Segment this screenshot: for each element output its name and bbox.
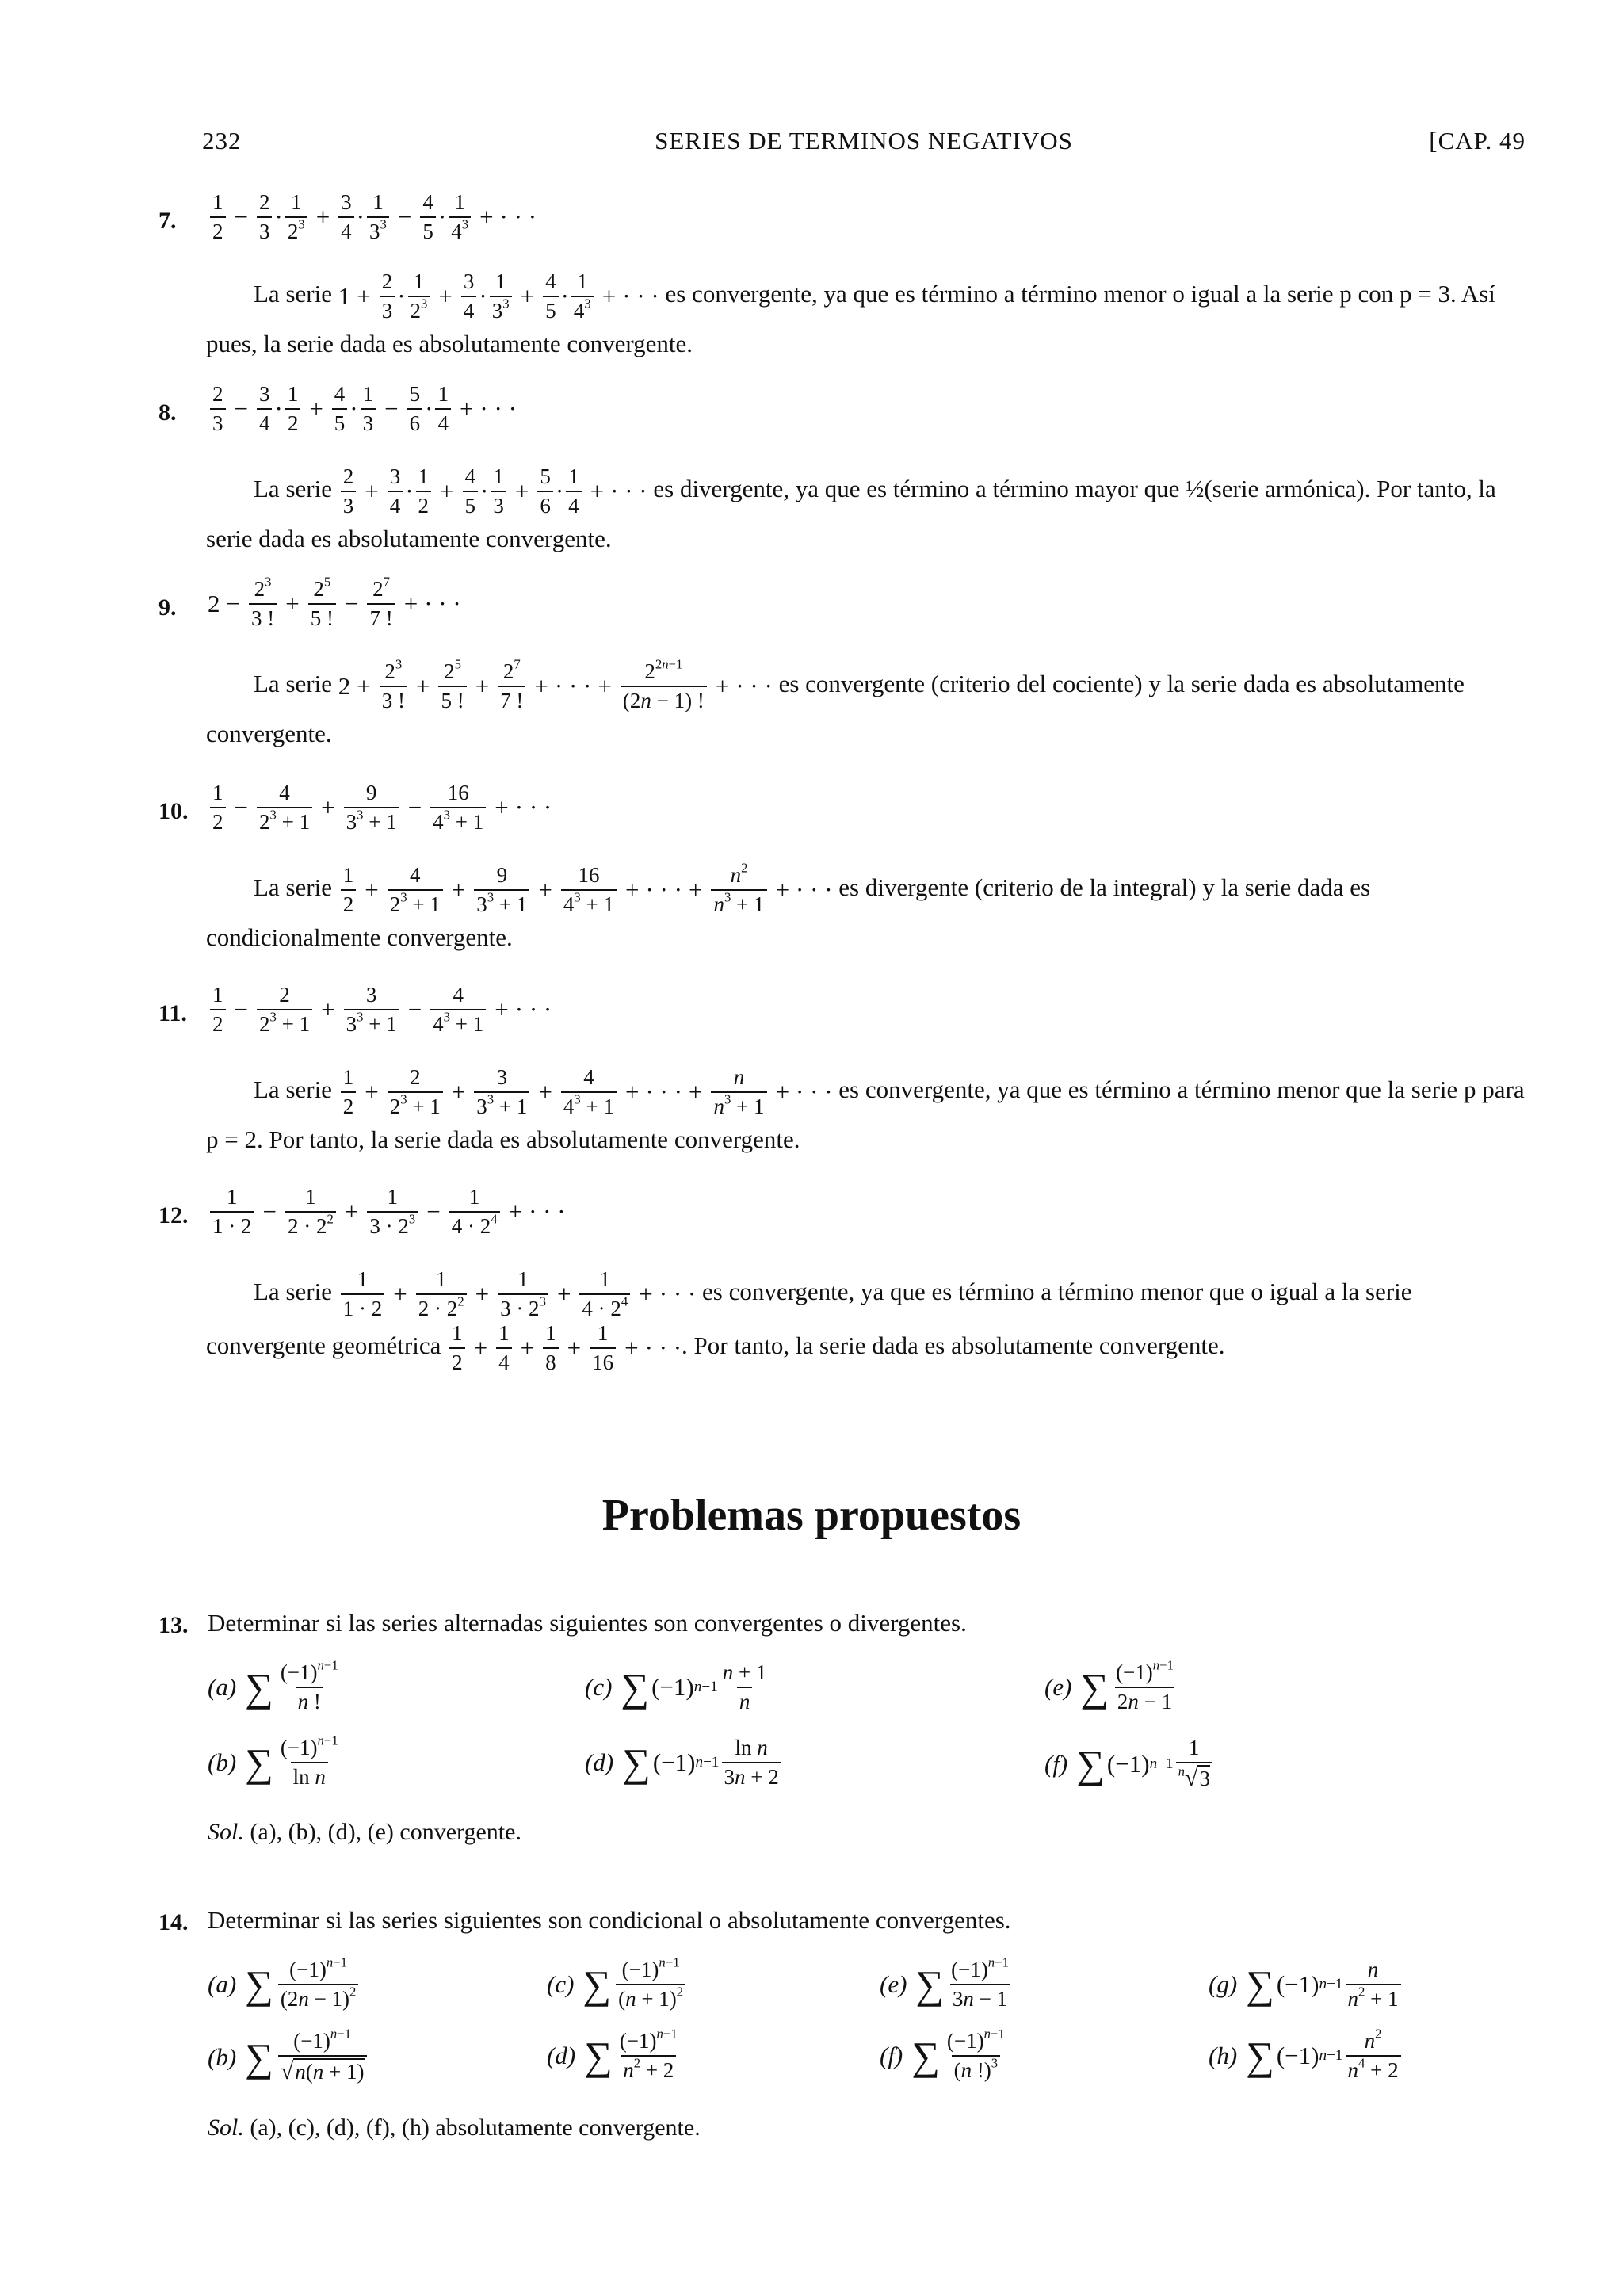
problem-statement: Determinar si las series siguientes son condicional o absolutamente convergentes. <box>208 1906 1011 1934</box>
series-14h: (h) ∑ (−1) n−1 $n^2$ $n^4 + 2$ <box>1209 2029 1403 2083</box>
problem-solution: La serie 2 + $\frac{2^3}{3 !}$ + $\frac{2^5}{5 !}$ + $\frac{2^7}{7 !}$ + · · · + $\frac{2^{2n-1}}{(2n - 1) !}$ + · · · es convergente (criterio del cociente) y la serie dada es absolutamente convergente. <box>206 656 1465 748</box>
problem-solution: La serie 1 + $\frac{2}{3}$ · 1 $2^3$ + $\frac{3}{4}$ · 1 $3^3$ + $\frac{4}{5}$ · 1 $4^3$ + · · · es convergente, ya que es término a término menor o igual a la serie p con p = 3. Así pues, la serie dada es absolutamente convergente. <box>206 269 1495 358</box>
series-14d: (d) ∑ $(-1)^{n-1}$ $n^2 + 2$ <box>547 2026 678 2083</box>
problem-number: 8. <box>158 399 177 426</box>
problem-series: 2 3 − $\frac{3}{4}$ · 1 2 + $\frac{4}{5}$ · 1 3 − $\frac{5}{6}$ · 1 4 + · · · <box>208 382 517 436</box>
problem-number: 11. <box>158 1000 187 1026</box>
series-13d: (d) ∑ (−1) n−1 ln n 3n + 2 <box>585 1736 784 1790</box>
series-13b: (b) ∑ $(-1)^{n-1}$ ln n <box>208 1733 338 1790</box>
problem-solution: La serie 1 2 + $\frac{4}{2^3 + 1}$ + $\frac{9}{3^3 + 1}$ + $\frac{16}{4^3 + 1}$ + · · · + $\frac{n^2}{n^3 + 1}$ + · · · es divergente (criterio de la integral) y la serie dada es condicionalmente convergente. <box>206 860 1371 952</box>
problem-solution: La serie 1 2 + $\frac{2}{2^3 + 1}$ + $\frac{3}{3^3 + 1}$ + $\frac{4}{4^3 + 1}$ + · · · + $\frac{n}{n^3 + 1}$ + · · · es convergente, ya que es término a término menor que la serie p para p = 2. Por tanto, la serie dada es absolutamente convergente. <box>206 1065 1525 1154</box>
series-14e: (e) ∑ $(-1)^{n-1}$ 3n − 1 <box>880 1954 1009 2011</box>
section-title: Problemas propuestos <box>601 1491 1022 1540</box>
solution-14: Sol. (a), (c), (d), (f), (h) absolutamente convergente. <box>208 2115 701 2141</box>
series-14b: (b) ∑ $(-1)^{n-1}$ √n(n + 1) <box>208 2029 369 2086</box>
page-number: 232 <box>202 127 242 155</box>
series-13f: (f) ∑ (−1) n−1 1 $^n$√3 <box>1044 1736 1215 1793</box>
series-14f: (f) ∑ $(-1)^{n-1}$ (n !)$^3$ <box>880 2026 1005 2083</box>
solution-13: Sol. (a), (b), (d), (e) convergente. <box>208 1819 521 1845</box>
problem-number: 9. <box>158 594 177 621</box>
problem-statement: Determinar si las series alternadas siguientes son convergentes o divergentes. <box>208 1609 967 1637</box>
series-13a: (a) ∑ $(-1)^{n-1}$ n ! <box>208 1657 338 1714</box>
problem-number: 7. <box>158 208 177 234</box>
problem-series: 1 1 · 2 − $\frac{1}{2 \cdot 2^2}$ + $\frac{1}{3 \cdot 2^3}$ − $\frac{1}{4 \cdot 2^4}$ + · · · <box>208 1185 566 1239</box>
running-title: SERIES DE TERMINOS NEGATIVOS <box>655 127 1073 155</box>
problem-number: 14. <box>158 1909 189 1935</box>
page-header <box>202 127 1526 159</box>
problem-number: 12. <box>158 1202 189 1228</box>
series-14a: (a) ∑ $(-1)^{n-1}$ $(2n - 1)^2$ <box>208 1958 361 2011</box>
series-13c: (c) ∑ (−1) n−1 n + 1 n <box>585 1660 767 1714</box>
problem-number: 10. <box>158 798 189 824</box>
problem-series: 2 − $\frac{2^3}{3 !}$ + $\frac{2^5}{5 !}$ − $\frac{2^7}{7 !}$ + · · · <box>208 574 461 631</box>
problem-series: 1 2 − $\frac{2}{2^3 + 1}$ + $\frac{3}{3^3 + 1}$ − $\frac{4}{4^3 + 1}$ + · · · <box>208 983 552 1037</box>
series-14c: (c) ∑ $(-1)^{n-1}$ $(n + 1)^2$ <box>547 1958 688 2011</box>
chapter-label: [CAP. 49 <box>1429 127 1526 155</box>
series-13e: (e) ∑ $(-1)^{n-1}$ 2n − 1 <box>1044 1657 1174 1714</box>
problem-solution: La serie 2 3 + $\frac{3}{4}$ · 1 2 + $\frac{4}{5}$ · 1 3 + $\frac{5}{6}$ · 1 4 + · · · es divergente, ya que es término a término mayor que ½(serie armónica). Por tanto, la serie dada es absolutamente convergente. <box>206 464 1496 553</box>
problem-solution: La serie 1 1 · 2 + $\frac{1}{2 \cdot 2^2}$ + $\frac{1}{3 \cdot 2^3}$ + $\frac{1}{4 \cdot 2^4}$ + · · · es convergente, ya que es término a término menor que o igual a la serie convergente geométrica 1 2 + $\frac{1}{4}$ + $\frac{1}{8}$ + $\frac{1}{16}$ + · · ·. Por tanto, la serie dada es absolutamente convergente. <box>206 1267 1412 1375</box>
series-14g: (g) ∑ (−1) n−1 n $n^2 + 1$ <box>1209 1958 1403 2011</box>
problem-series: 1 2 − $\frac{2}{3}$ · 1 $2^3$ + $\frac{3}{4}$ · 1 $3^3$ − $\frac{4}{5}$ · 1 $4^3$ + · · · <box>208 190 537 244</box>
problem-number: 13. <box>158 1612 189 1638</box>
problem-series: 1 2 − $\frac{4}{2^3 + 1}$ + $\frac{9}{3^3 + 1}$ − $\frac{16}{4^3 + 1}$ + · · · <box>208 781 552 835</box>
